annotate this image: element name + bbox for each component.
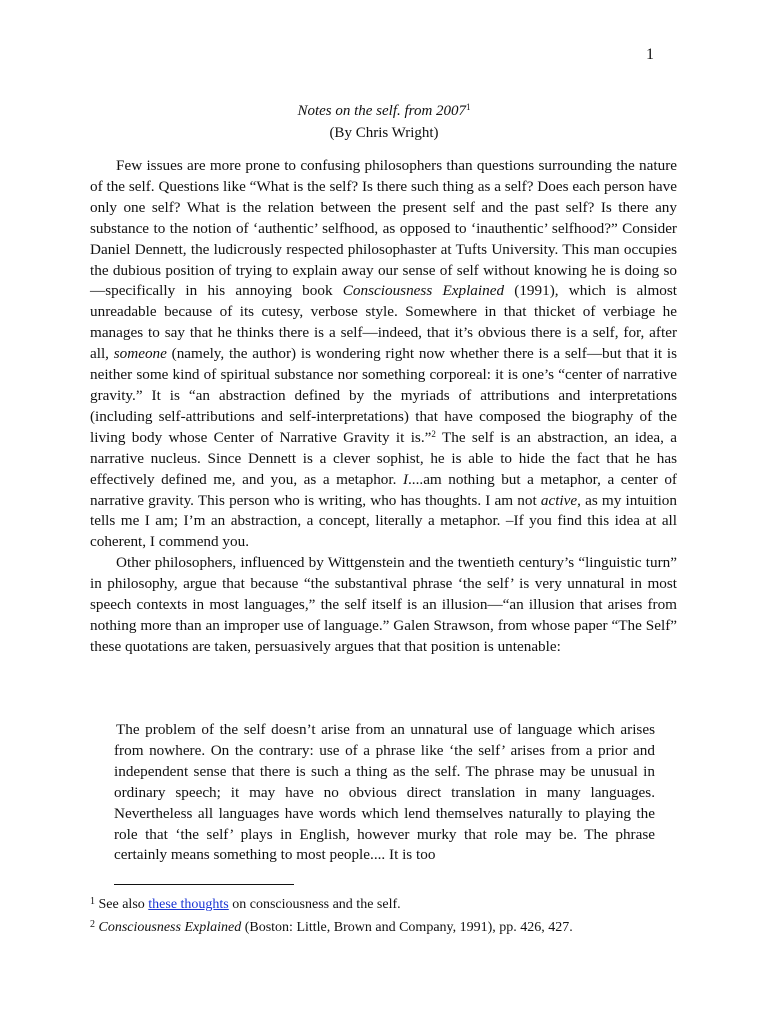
paragraph-text: (namely, the author) is wondering right now whether there is a self—but that it is neither some kind of spiritual substance nor something corporeal: it is one’s “center of narrative gravity.” It is “an abstraction defined by the myriads of attributions and interpretations (including self-attributions and self-interpretations) that have composed the biography of the living body whose Center of Narrative Gravity it is.”: [90, 345, 677, 446]
footnote-book-title: Consciousness Explained: [98, 920, 242, 935]
body-text: [90, 156, 677, 658]
footnote-number: 2: [90, 919, 95, 930]
paragraph-text: ....am nothing but a metaphor, a center of narrative gravity. This person who is writing, who has thoughts. I am not: [90, 470, 677, 509]
footnote-number: 1: [90, 896, 95, 907]
paragraph-text: (1991), which is almost unreadable because of its cutesy, verbose style. Somewhere in that thicket of verbiage he manages to say that he thinks there is a self—indeed, that it’s obvious there is a self, for, after all,: [90, 282, 678, 363]
footnote-text: (Boston: Little, Brown and Company, 1991), pp. 426, 427.: [241, 920, 573, 935]
footnote-text: See also: [98, 897, 149, 912]
footnote-text: on consciousness and the self.: [228, 897, 401, 912]
emphasis-someone: someone: [113, 345, 167, 363]
byline: (By Chris Wright): [329, 125, 439, 141]
footnote-1: [90, 892, 690, 915]
paragraph-text: , as my intuition tells me I am; I’m an abstraction, a concept, literally a metaphor. –If you find this idea at all coherent, I commend you.: [90, 491, 677, 551]
book-title: Consciousness Explained: [342, 282, 505, 300]
quote-text: The problem of the self doesn’t arise from an unnatural use of language which arises from nowhere. On the contrary: use of a phrase like ‘the self’ arises from a prior and independent sense that there is such a thing as the self. The phrase may be unusual in ordinary speech; it may have no obvious direct translation in many languages. Nevertheless all languages have words which lend themselves naturally to playing the role that ‘the self’ plays in English, however murky that role may be. The phrase certainly means something to most people.... It is too: [114, 721, 655, 864]
emphasis-i: I: [402, 470, 408, 488]
title-footnote-mark[interactable]: 1: [466, 102, 471, 112]
footnote-2: [90, 915, 690, 938]
title-text: Notes on the self. from 2007: [297, 103, 467, 119]
footnote-mark-2[interactable]: 2: [431, 428, 436, 439]
footnotes: [90, 892, 690, 938]
footnote-divider: [114, 884, 294, 885]
document-title: [0, 96, 768, 122]
page-number: 1: [646, 46, 654, 63]
block-quote: [114, 720, 655, 866]
emphasis-active: active: [540, 491, 578, 509]
paragraph-text: The self is an abstraction, an idea, a narrative nucleus. Since Dennett is a clever sophist, he is able to hide the fact that he has effectively defined me, and you, as a metaphor.: [90, 428, 677, 488]
paragraph-strawson: Other philosophers, influenced by Wittgenstein and the twentieth century’s “linguistic turn” in philosophy, argue that because “the substantival phrase ‘the self’ is very unnatural in most speech contexts in most languages,” the self itself is an illusion—“an illusion that arises from nothing more than an improper use of language.” Galen Strawson, from whose paper “The Self” these quotations are taken, persuasively argues that that position is untenable:: [90, 554, 677, 655]
title-block: [0, 96, 768, 144]
paragraph-text: Few issues are more prone to confusing philosophers than questions surrounding the nature of the self. Questions like “What is the self? Is there such thing as a self? Does each person have only one self? What is the relation between the present self and the past self? Is there any substance to the notion of ‘authentic’ selfhood, as opposed to ‘inauthentic’ selfhood?” Consider Daniel Dennett, the ludicrously respected philosophaster at Tufts University. This man occupies the dubious position of trying to explain away our sense of self without knowing he is doing so—specifically in his annoying book: [90, 157, 677, 300]
paragraph-dennett: [90, 156, 677, 553]
these-thoughts-link[interactable]: these thoughts: [148, 897, 229, 912]
